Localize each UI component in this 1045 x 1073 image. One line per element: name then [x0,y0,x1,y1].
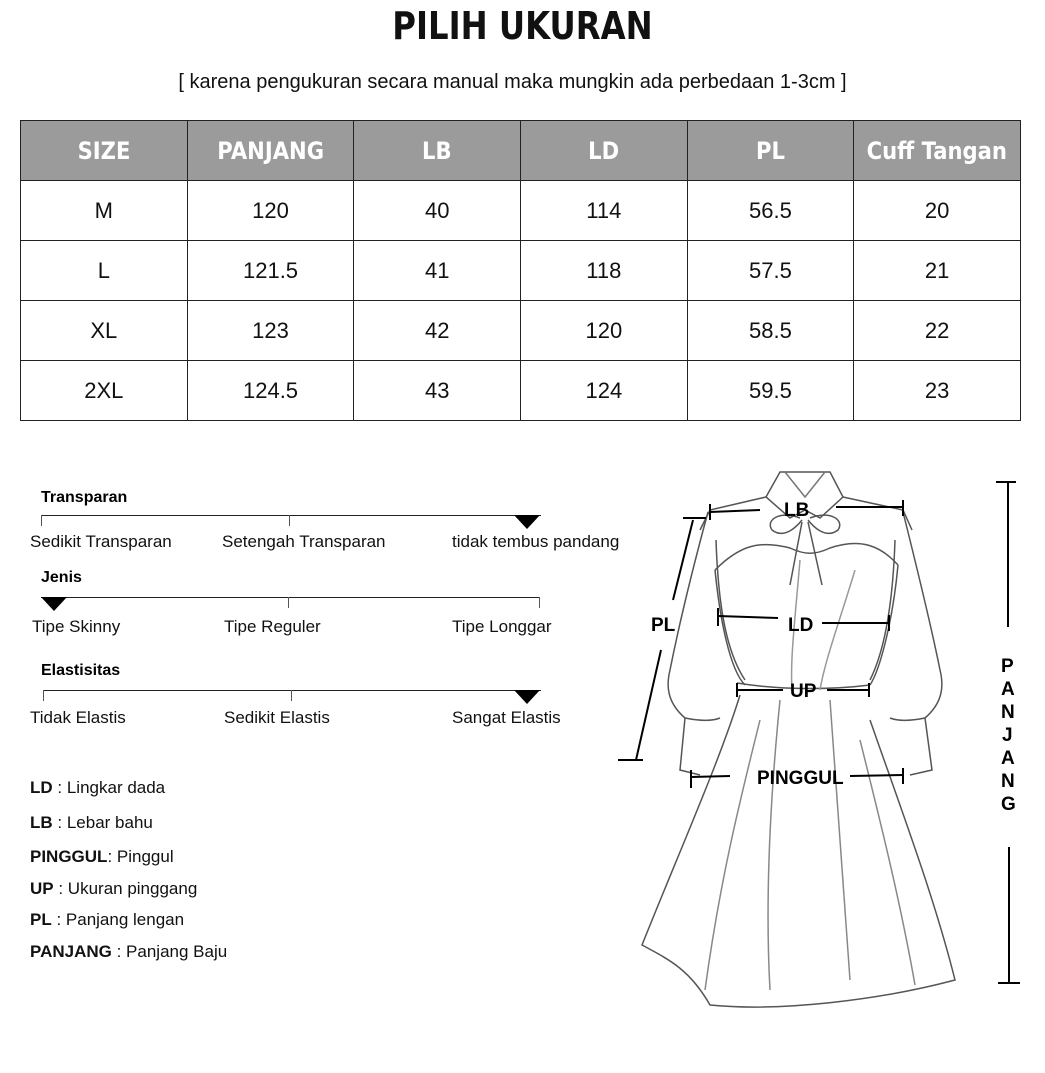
scale-line [43,690,541,691]
scale-option: Sedikit Transparan [30,532,172,551]
table-row [21,241,1021,301]
scale-tick [539,597,540,608]
cell-lb: 40 [354,181,521,241]
page-title: PILIH UKURAN [392,4,653,48]
diagram-label-ld: LD [788,615,814,636]
diagram-label-lb: LB [784,500,810,521]
cell-pl: 58.5 [687,301,854,361]
measurement-lines [618,482,1020,983]
cell-cuff: 23 [854,361,1021,421]
svg-text:P: P [1001,656,1014,677]
cell-panjang: 120 [187,181,354,241]
scale-option: Setengah Transparan [222,532,386,551]
scale-option: Tidak Elastis [30,708,126,727]
diagram-label-pl: PL [651,615,676,636]
scale-option-selected: tidak tembus pandang [452,532,620,551]
scale-option-selected: Tipe Skinny [32,617,121,636]
svg-text:A: A [1001,748,1015,769]
cell-size: 2XL [21,361,188,421]
cell-lb: 42 [354,301,521,361]
column-header-lb: LB [354,121,521,181]
cell-panjang: 121.5 [187,241,354,301]
svg-text:N: N [1001,771,1015,792]
cell-cuff: 22 [854,301,1021,361]
scale-title: Jenis [41,569,82,586]
legend-item-pinggul: PINGGUL: Pinggul [30,847,174,866]
cell-panjang: 123 [187,301,354,361]
table-row [21,301,1021,361]
legend-item-up: UP : Ukuran pinggang [30,879,198,898]
cell-size: XL [21,301,188,361]
cell-lb: 43 [354,361,521,421]
cell-pl: 56.5 [687,181,854,241]
cell-panjang: 124.5 [187,361,354,421]
diagram-label-up: UP [790,681,817,702]
diagram-label-pinggul: PINGGUL [757,768,844,789]
svg-text:G: G [1001,794,1016,815]
cell-pl: 59.5 [687,361,854,421]
column-header-pl: PL [687,121,854,181]
scale-line [41,515,541,516]
dress-measurement-diagram [610,460,1045,1020]
column-header-panjang: PANJANG [187,121,354,181]
selected-marker-icon [514,515,540,529]
cell-ld: 120 [521,301,688,361]
scale-option: Sedikit Elastis [224,708,330,727]
scale-option-selected: Sangat Elastis [452,708,561,727]
scale-tick [41,515,42,526]
legend-item-pl: PL : Panjang lengan [30,910,185,929]
cell-pl: 57.5 [687,241,854,301]
cell-ld: 124 [521,361,688,421]
cell-cuff: 21 [854,241,1021,301]
scale-option: Tipe Longgar [452,617,552,636]
selected-marker-icon [41,597,67,611]
scale-tick [289,515,290,526]
scale-title: Transparan [41,489,128,506]
svg-text:N: N [1001,702,1015,723]
cell-size: M [21,181,188,241]
legend-item-ld: LD : Lingkar dada [30,778,166,797]
cell-size: L [21,241,188,301]
selected-marker-icon [514,690,540,704]
scale-tick [43,690,44,701]
legend-item-panjang: PANJANG : Panjang Baju [30,942,228,961]
svg-text:J: J [1002,725,1013,746]
scale-line [41,597,540,598]
dress-illustration [642,472,955,1007]
column-header-size: SIZE [21,121,188,181]
measurement-note: [ karena pengukuran secara manual maka mungkin ada perbedaan 1-3cm ] [178,71,847,93]
scale-title: Elastisitas [41,662,121,679]
table-header-row [21,121,1021,181]
table-row [21,361,1021,421]
cell-cuff: 20 [854,181,1021,241]
column-header-ld: LD [521,121,688,181]
scale-tick [291,690,292,701]
diagram-label-panjang [1001,656,1016,815]
cell-ld: 118 [521,241,688,301]
scale-tick [288,597,289,608]
legend-item-lb: LB : Lebar bahu [30,813,153,832]
svg-text:A: A [1001,679,1015,700]
cell-ld: 114 [521,181,688,241]
table-row [21,181,1021,241]
size-table [20,120,1021,421]
scale-option: Tipe Reguler [224,617,321,636]
cell-lb: 41 [354,241,521,301]
column-header-cuff: Cuff Tangan [854,121,1021,181]
